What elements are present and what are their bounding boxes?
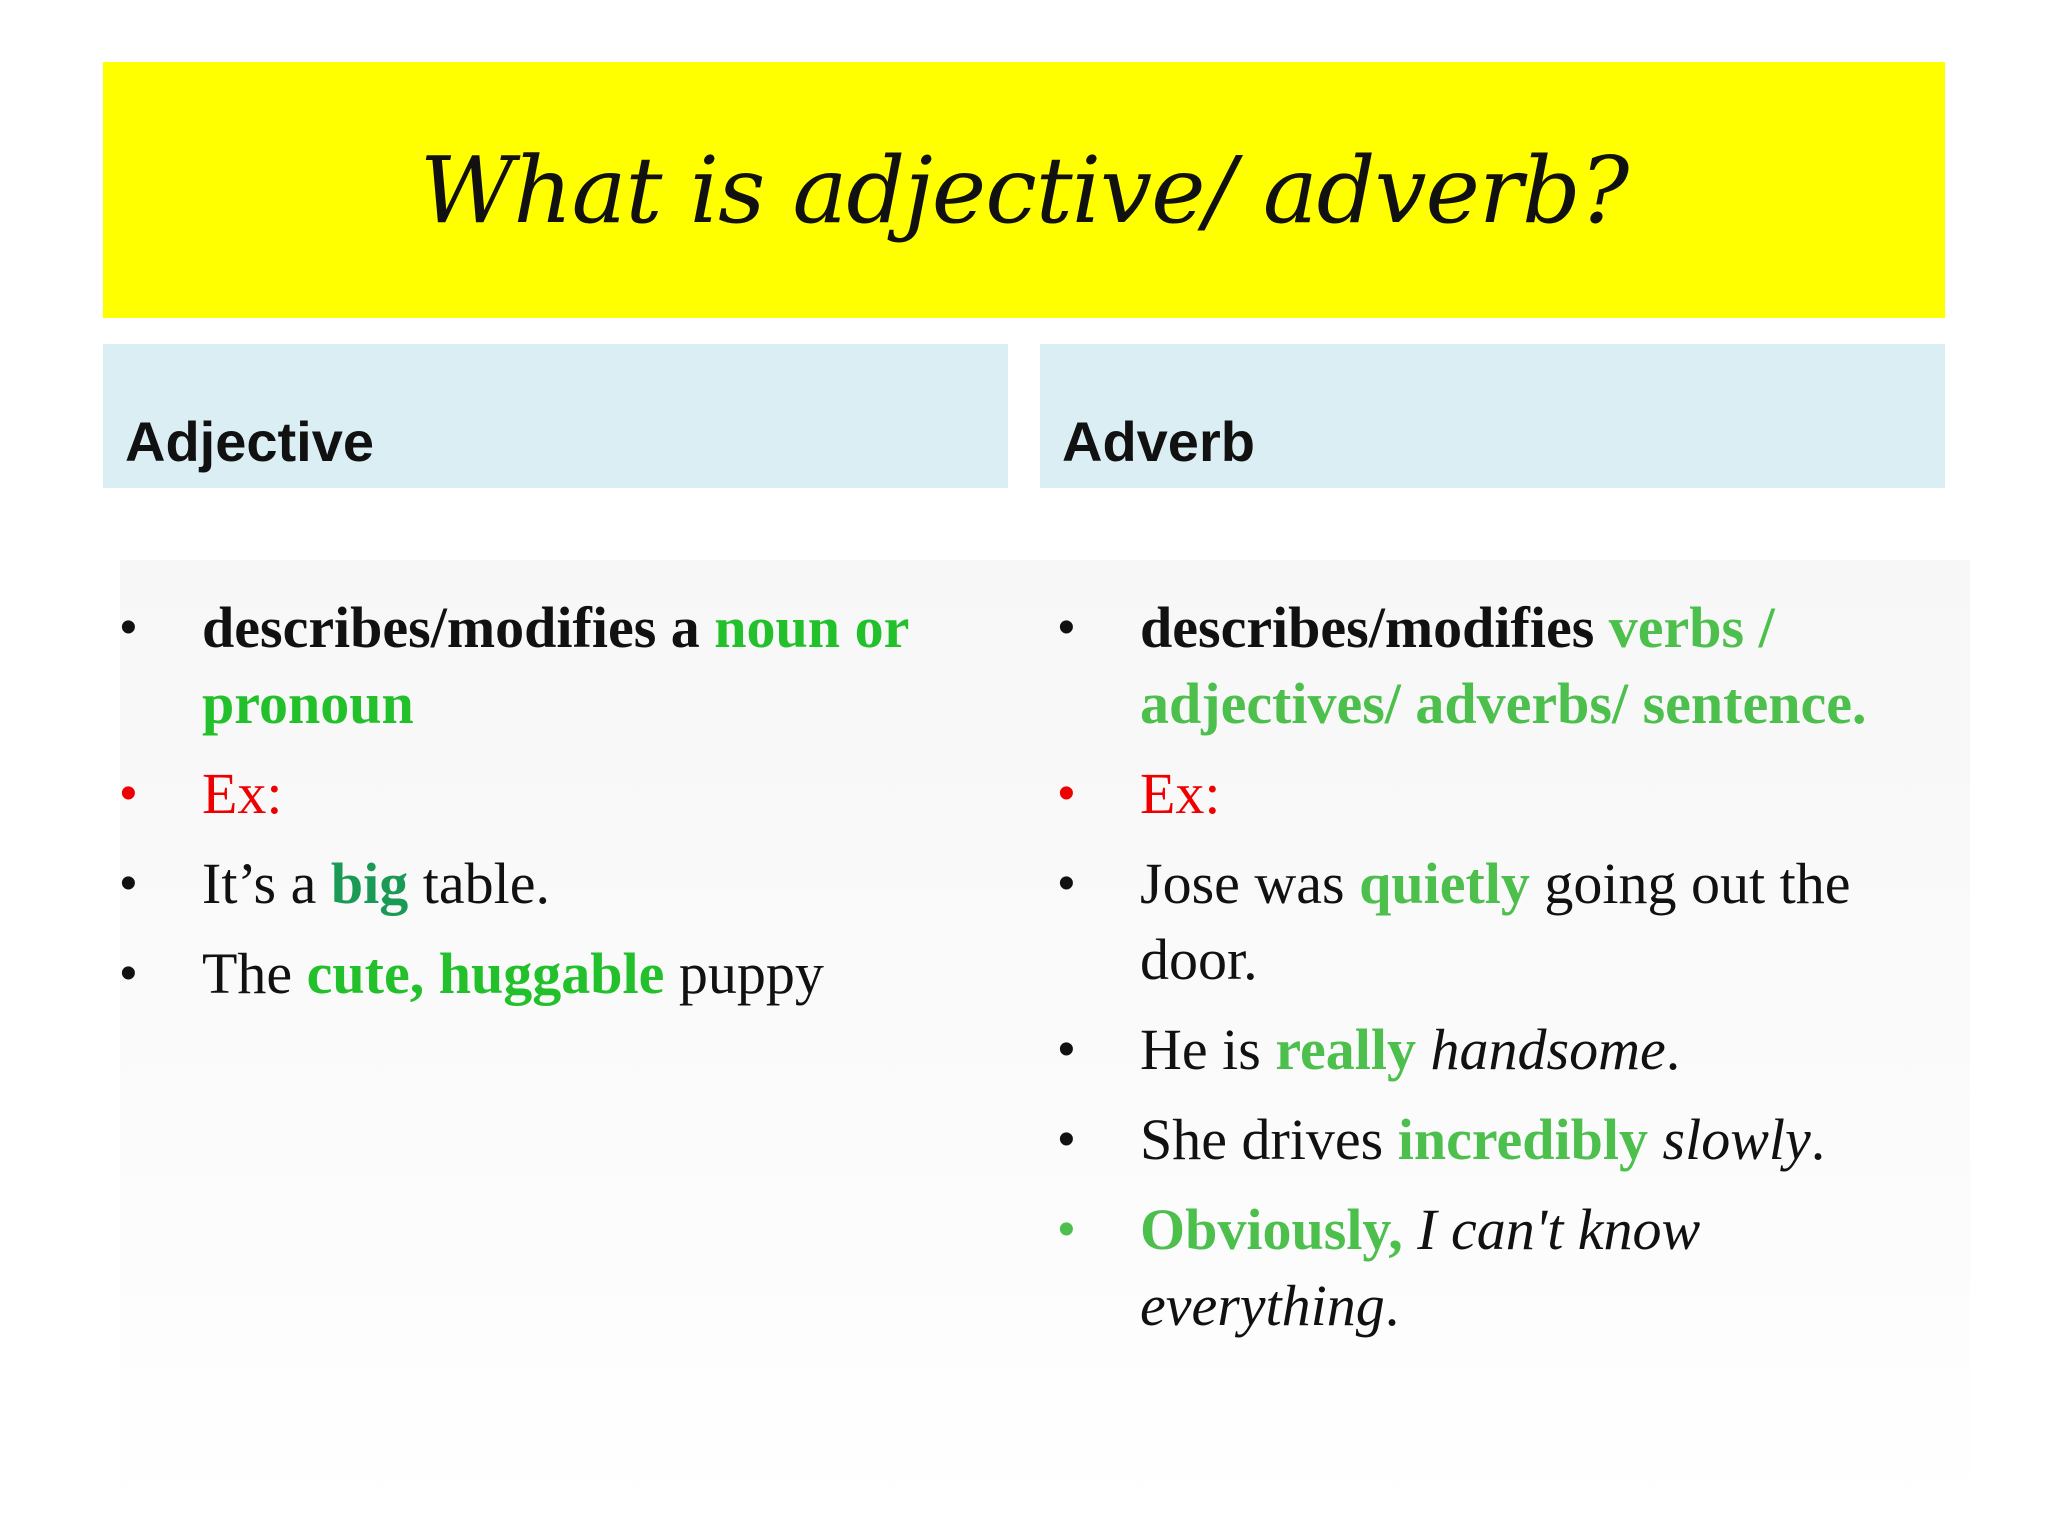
list-item: • Ex: xyxy=(1058,756,1938,832)
adjective-header xyxy=(103,344,1008,488)
bullet-icon: • xyxy=(1058,1203,1075,1256)
list-item: • Ex: xyxy=(120,756,1000,832)
slide-title: What is adjective/ adverb? xyxy=(419,136,1629,244)
bullet-icon: • xyxy=(1058,601,1075,654)
list-item: • Obviously, I can't know everything. xyxy=(1058,1192,1938,1344)
list-item: • describes/modifies a noun or pronoun xyxy=(120,590,1000,742)
list-item: • Jose was quietly going out the door. xyxy=(1058,846,1938,998)
bullet-icon: • xyxy=(120,767,137,820)
adverb-header xyxy=(1040,344,1945,488)
adverb-bullet-list xyxy=(1058,590,1938,1358)
list-item: • The cute, huggable puppy xyxy=(120,936,1000,1012)
title-band xyxy=(103,62,1945,318)
bullet-icon: • xyxy=(120,947,137,1000)
adjective-heading: Adjective xyxy=(125,410,374,473)
list-item: • It’s a big table. xyxy=(120,846,1000,922)
list-item: • describes/modifies verbs / adjectives/ adverbs/ sentence. xyxy=(1058,590,1938,742)
bullet-icon: • xyxy=(120,857,137,910)
bullet-icon: • xyxy=(120,601,137,654)
bullet-icon: • xyxy=(1058,767,1075,820)
list-item: • She drives incredibly slowly. xyxy=(1058,1102,1938,1178)
bullet-icon: • xyxy=(1058,1113,1075,1166)
bullet-icon: • xyxy=(1058,857,1075,910)
list-item: • He is really handsome. xyxy=(1058,1012,1938,1088)
adjective-bullet-list xyxy=(120,590,1000,1026)
bullet-icon: • xyxy=(1058,1023,1075,1076)
adverb-heading: Adverb xyxy=(1062,410,1255,473)
